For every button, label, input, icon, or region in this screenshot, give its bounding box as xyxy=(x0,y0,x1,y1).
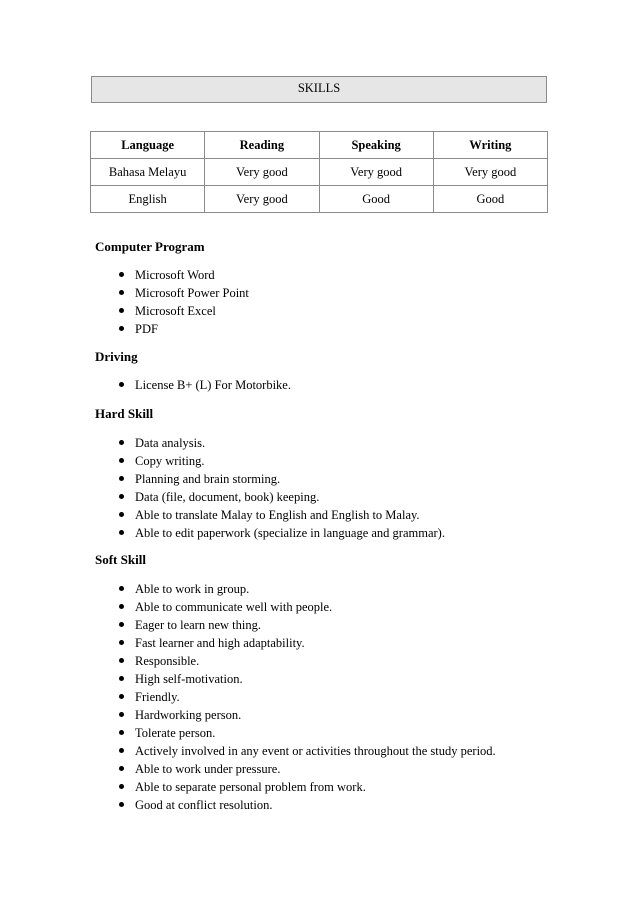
bullet-icon xyxy=(119,802,124,807)
table-cell: Good xyxy=(319,186,433,213)
list-item xyxy=(95,524,445,542)
bullet-icon xyxy=(119,730,124,735)
list-item xyxy=(95,670,496,688)
bullet-icon xyxy=(119,748,124,753)
list-item xyxy=(95,284,249,302)
list-item xyxy=(95,760,496,778)
list-item xyxy=(95,652,496,670)
bullet-icon xyxy=(119,440,124,445)
bullet-icon xyxy=(119,476,124,481)
list-item-text: PDF xyxy=(135,322,158,336)
language-table xyxy=(90,131,548,213)
bullet-icon xyxy=(119,494,124,499)
skills-header xyxy=(91,76,547,103)
section-title-soft-skill: Soft Skill xyxy=(95,552,146,567)
list-item-text: Able to work under pressure. xyxy=(135,762,281,776)
bullet-icon xyxy=(119,326,124,331)
table-cell: Very good xyxy=(319,159,433,186)
bullet-icon xyxy=(119,604,124,609)
list-item-text: Good at conflict resolution. xyxy=(135,798,273,812)
list-item-text: Able to edit paperwork (specialize in language and grammar). xyxy=(135,526,445,540)
list-item-text: Able to translate Malay to English and English to Malay. xyxy=(135,508,420,522)
list-item xyxy=(95,452,445,470)
list-item xyxy=(95,302,249,320)
bullet-icon xyxy=(119,766,124,771)
list-item xyxy=(95,616,496,634)
hard-skill-list xyxy=(95,434,445,542)
table-row xyxy=(91,186,548,213)
list-item-text: Tolerate person. xyxy=(135,726,216,740)
section-title-computer-program: Computer Program xyxy=(95,239,205,254)
soft-skill-list xyxy=(95,580,496,814)
list-item-text: Microsoft Excel xyxy=(135,304,216,318)
table-row xyxy=(91,159,548,186)
bullet-icon xyxy=(119,512,124,517)
table-cell: Very good xyxy=(433,159,547,186)
skills-header-label: SKILLS xyxy=(297,81,341,95)
bullet-icon xyxy=(119,290,124,295)
list-item-text: Able to communicate well with people. xyxy=(135,600,333,614)
bullet-icon xyxy=(119,458,124,463)
bullet-icon xyxy=(119,382,124,387)
section-title-hard-skill: Hard Skill xyxy=(95,406,154,421)
bullet-icon xyxy=(119,676,124,681)
list-item xyxy=(95,778,496,796)
list-item-text: Microsoft Power Point xyxy=(135,286,249,300)
list-item xyxy=(95,688,496,706)
bullet-icon xyxy=(119,586,124,591)
list-item xyxy=(95,506,445,524)
table-cell: Good xyxy=(433,186,547,213)
column-header-language: Language xyxy=(91,132,205,159)
list-item-text: Hardworking person. xyxy=(135,708,242,722)
list-item xyxy=(95,634,496,652)
list-item xyxy=(95,796,496,814)
table-cell: Very good xyxy=(205,186,319,213)
table-cell: Bahasa Melayu xyxy=(91,159,205,186)
list-item-text: Data (file, document, book) keeping. xyxy=(135,490,320,504)
list-item-text: Able to separate personal problem from work. xyxy=(135,780,366,794)
list-item xyxy=(95,580,496,598)
table-header-row xyxy=(91,132,548,159)
bullet-icon xyxy=(119,658,124,663)
bullet-icon xyxy=(119,308,124,313)
list-item-text: High self-motivation. xyxy=(135,672,243,686)
list-item xyxy=(95,706,496,724)
list-item xyxy=(95,598,496,616)
bullet-icon xyxy=(119,712,124,717)
table-cell: English xyxy=(91,186,205,213)
column-header-speaking: Speaking xyxy=(319,132,433,159)
list-item-text: Able to work in group. xyxy=(135,582,250,596)
bullet-icon xyxy=(119,640,124,645)
column-header-reading: Reading xyxy=(205,132,319,159)
column-header-writing: Writing xyxy=(433,132,547,159)
list-item xyxy=(95,376,291,394)
driving-list xyxy=(95,376,291,394)
list-item-text: Actively involved in any event or activities throughout the study period. xyxy=(135,744,496,758)
list-item-text: Eager to learn new thing. xyxy=(135,618,261,632)
bullet-icon xyxy=(119,530,124,535)
bullet-icon xyxy=(119,694,124,699)
list-item xyxy=(95,724,496,742)
list-item-text: Planning and brain storming. xyxy=(135,472,281,486)
list-item-text: Microsoft Word xyxy=(135,268,215,282)
list-item-text: Fast learner and high adaptability. xyxy=(135,636,305,650)
list-item xyxy=(95,320,249,338)
list-item-text: Friendly. xyxy=(135,690,180,704)
list-item xyxy=(95,470,445,488)
list-item-text: Responsible. xyxy=(135,654,200,668)
list-item-text: Data analysis. xyxy=(135,436,206,450)
bullet-icon xyxy=(119,622,124,627)
list-item xyxy=(95,742,496,760)
bullet-icon xyxy=(119,784,124,789)
table-cell: Very good xyxy=(205,159,319,186)
section-title-driving: Driving xyxy=(95,349,138,364)
list-item-text: License B+ (L) For Motorbike. xyxy=(135,378,291,392)
list-item xyxy=(95,434,445,452)
computer-program-list xyxy=(95,266,249,338)
bullet-icon xyxy=(119,272,124,277)
list-item xyxy=(95,488,445,506)
list-item-text: Copy writing. xyxy=(135,454,205,468)
list-item xyxy=(95,266,249,284)
